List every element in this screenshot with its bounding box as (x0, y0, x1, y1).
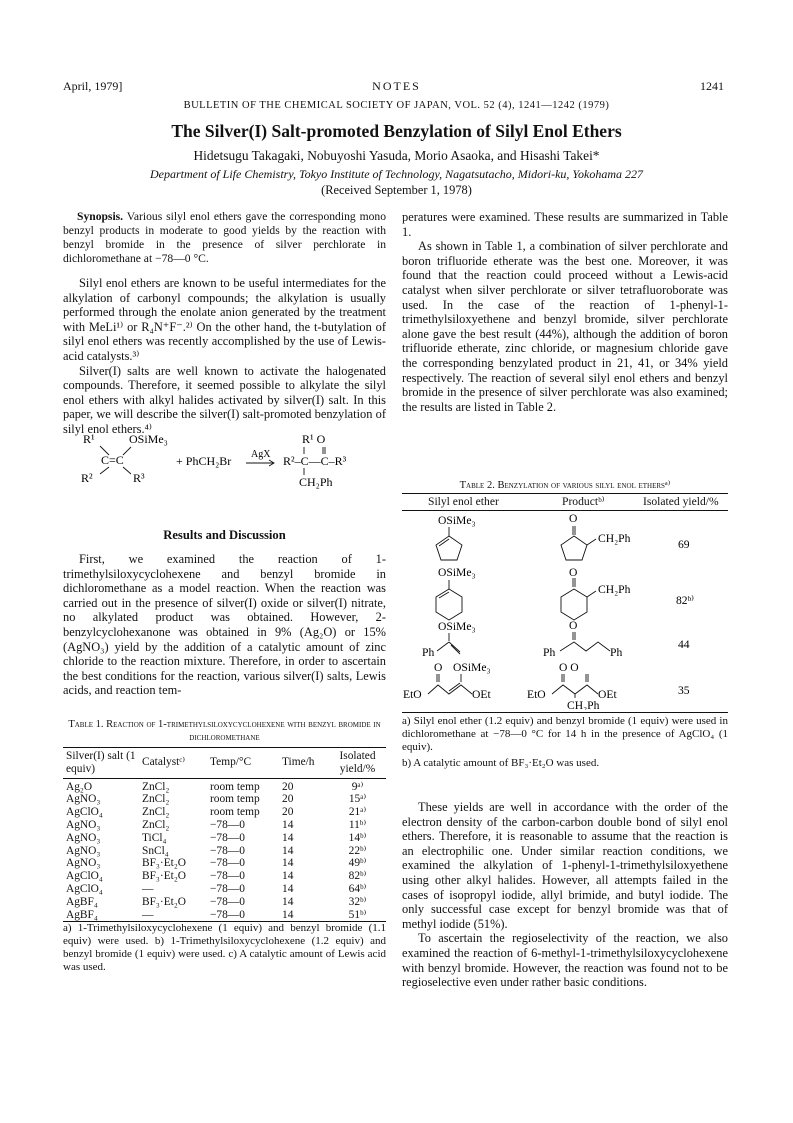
table2-row4-ether-right: OEt (472, 688, 491, 701)
table2-row3-product-ph2: Ph (610, 646, 623, 659)
table2-row4-ether-oxygen: O (434, 661, 443, 674)
table2-row2-product-sub: CH₂Ph (598, 583, 631, 596)
table2-header-product: Productᵇ⁾ (562, 495, 605, 508)
table1-footnote: a) 1-Trimethylsiloxycyclohexene (1 equiv) and benzyl bromide (1.1 equiv) were used. b) 1-Trimethylsiloxycyclohexene (1.2 equiv) and benzyl bromide (1 equiv) were used. c) A catalytic amount of Lewis acid was used. (63, 922, 386, 973)
paper-title: The Silver(I) Salt-promoted Benzylation of Silyl Enol Ethers (171, 121, 622, 141)
table2-row4-product-sub: CH₂Ph (567, 699, 600, 710)
table1-cell-catalyst: BF₃·Et₂O (142, 857, 187, 870)
table1-cell-salt: AgBF₄ (66, 895, 98, 908)
synopsis-text: Various silyl enol ethers gave the corresponding mono benzyl products in moderate to good yields by the reaction with benzyl bromide in the presence of silver perchlorate in dichloromethane at −78—0 °C. (63, 210, 386, 265)
section-heading: Results and Discussion (163, 528, 286, 542)
table1-cell-time: 20 (282, 806, 294, 819)
scheme-r3: R³ (133, 471, 145, 485)
intro-paragraph-2: Silver(I) salts are well known to activate the halogenated compounds. Therefore, it seemed possible to alkylate the silyl enol ethers with alkyl halides activated by silver(I) salt. In this paper, we will describe the silver(I) salt-promoted benzylation of silyl enol ethers.⁴⁾ (63, 363, 386, 436)
table2-row4-yield: 35 (678, 684, 690, 697)
table2-row3-yield: 44 (678, 638, 690, 651)
table1-cell-time: 14 (282, 844, 294, 857)
table1-header-catalyst: Catalystᶜ⁾ (142, 756, 186, 769)
table1-header-temp: Temp/°C (210, 756, 252, 769)
table1-cell-temp: room temp (210, 806, 260, 819)
table1-cell-salt: AgNO₃ (66, 844, 101, 857)
table1-cell-catalyst: SnCl₄ (142, 844, 169, 857)
synopsis (63, 210, 386, 266)
table2-row3-ether-ph: Ph (422, 646, 435, 659)
table1-header-row (63, 748, 386, 779)
received-date: (Received September 1, 1978) (321, 183, 472, 197)
table1-cell-salt: AgNO₃ (66, 831, 101, 844)
table1-body (63, 778, 386, 922)
right-paragraph-1: peratures were examined. These results are summarized in Table 1. (402, 210, 728, 239)
table1-cell-temp: −78—0 (210, 857, 245, 870)
table1-cell-catalyst: BF₃·Et₂O (142, 895, 187, 908)
table1 (63, 747, 386, 922)
table1-cell-temp: −78—0 (210, 818, 245, 831)
table1-cell-time: 14 (282, 818, 294, 831)
results-paragraph-1: First, we examined the reaction of 1-trimethylsiloxycyclohexene and benzyl bromide in dichloromethane as a model reaction. When the reaction was carried out in the presence of silver(I) oxide or silver(I) nitrate, no alkylated product was obtained. However, 2-benzylcyclohexanone was obtained in 9% (Ag₂O) or 15% (AgNO₃) yield by the addition of a catalytic amount of zinc chloride to the reaction mixture. Therefore, in order to ascertain the best conditions for the reaction, various silver(I) salts, Lewis acids, and reaction tem- (63, 552, 386, 698)
table-row (63, 909, 386, 922)
table2-row1-product-sub: CH₂Ph (598, 532, 631, 545)
table1-title: Reaction of 1-trimethylsiloxycyclohexene with benzyl bromide in dichloromethane (106, 719, 381, 743)
table-row (63, 857, 386, 870)
table2-row1-ether: OSiMe₃ (438, 514, 476, 527)
table2-header-ether: Silyl enol ether (428, 495, 499, 508)
table1-header-time: Time/h (282, 756, 315, 769)
table1-cell-yield: 64ᵇ⁾ (348, 882, 367, 895)
table1-cell-temp: −78—0 (210, 908, 245, 921)
table2-row4-product-right: OEt (598, 688, 617, 701)
table1-cell-catalyst: ZnCl₂ (142, 806, 170, 819)
table1-cell-salt: Ag₂O (66, 780, 93, 793)
table2-row1-yield: 69 (678, 538, 690, 551)
right-paragraph-4: To ascertain the regioselectivity of the reaction, we also examined the reaction of 6-methyl-1-trimethylsiloxycyclohexene with benzyl bromide. However, the reaction was found not to be regioselective even under rather basic conditions. (402, 931, 728, 990)
table1-cell-catalyst: ZnCl₂ (142, 780, 170, 793)
table1-cell-time: 20 (282, 793, 294, 806)
journal-line: BULLETIN OF THE CHEMICAL SOCIETY OF JAPAN, VOL. 52 (4), 1241—1242 (1979) (183, 100, 610, 111)
table1-cell-salt: AgBF₄ (66, 908, 98, 921)
table2-row1-product-oxygen: O (569, 512, 578, 525)
running-date: April, 1979] (63, 79, 123, 93)
table-row (63, 883, 386, 896)
table-row (63, 832, 386, 845)
table1-cell-temp: −78—0 (210, 895, 245, 908)
table-row (63, 793, 386, 806)
affiliation: Department of Life Chemistry, Tokyo Institute of Technology, Nagatsutacho, Midori-ku, Yokohama 227 (150, 167, 643, 181)
table1-cell-catalyst: — (142, 908, 154, 921)
table1-cell-salt: AgNO₃ (66, 857, 101, 870)
table1-cell-salt: AgNO₃ (66, 818, 101, 831)
table1-cell-yield: 14ᵇ⁾ (348, 831, 367, 844)
table-row (63, 806, 386, 819)
table2-rule (402, 712, 728, 713)
table1-cell-time: 14 (282, 870, 294, 883)
page-number: 1241 (700, 79, 724, 93)
table1-cell-yield: 9ᵃ⁾ (351, 780, 364, 793)
left-column (63, 210, 386, 437)
table-row (63, 819, 386, 832)
table2-header-row (402, 493, 728, 511)
table2-header-yield: Isolated yield/% (643, 495, 719, 508)
intro-paragraph-1: Silyl enol ethers are known to be useful intermediates for the alkylation of carbonyl compounds; the alkylation is usually performed through the enolate anion generated by the treatment with MeLi¹⁾ or R₄N⁺F⁻.²⁾ On the other hand, the t-butylation of silyl enol ethers was recently accomplished by the use of Lewis-acid catalysts.³⁾ (63, 276, 386, 363)
table2-row2-product-oxygen: O (569, 566, 578, 579)
table1-cell-time: 20 (282, 780, 294, 793)
table1-cell-time: 14 (282, 908, 294, 921)
table1-cell-salt: AgClO₄ (66, 806, 103, 819)
table1-cell-catalyst: ZnCl₂ (142, 793, 170, 806)
table1-cell-temp: room temp (210, 780, 260, 793)
table1-cell-time: 14 (282, 857, 294, 870)
table1-cell-catalyst: — (142, 882, 154, 895)
table-row (63, 896, 386, 909)
scheme-r1: R¹ (83, 432, 95, 446)
table2-label: Table 2. (459, 480, 495, 491)
table1-cell-salt: AgClO₄ (66, 882, 103, 895)
table1-cell-catalyst: TiCl₄ (142, 831, 167, 844)
table1-cell-yield: 11ᵇ⁾ (348, 818, 367, 831)
table1-header-salt: Silver(I) salt (1 equiv) (66, 750, 136, 775)
right-paragraph-3: These yields are well in accordance with the order of the electron density of the carbon-carbon double bond of silyl enol ethers. Therefore, it is reasonable to assume that the reaction is an electrophilic one. Under similar reaction conditions, we examined the alkylation of 1-phenyl-1-trimethylsiloxyethene using other alkyl halides. However, all attempts failed in the cases of isopropyl iodide, allyl brimide, and butyl iodide. The only successful case except for benzyl bromide was that of methyl iodide (51%). (402, 800, 728, 931)
table1-cell-yield: 49ᵇ⁾ (348, 857, 367, 870)
table1-cell-yield: 32ᵇ⁾ (348, 895, 367, 908)
scheme-cc: C=C (101, 453, 124, 467)
table2-footnote-b: b) A catalytic amount of BF₃·Et₂O was used. (402, 757, 600, 769)
table1-cell-salt: AgNO₃ (66, 793, 101, 806)
table2-row2-yield: 82ᵇ⁾ (676, 594, 695, 607)
table1-cell-temp: −78—0 (210, 870, 245, 883)
table1-cell-temp: −78—0 (210, 882, 245, 895)
table-row (63, 870, 386, 883)
table1-cell-yield: 51ᵇ⁾ (348, 908, 367, 921)
table-row (63, 778, 386, 793)
table1-header-yield: Isolated yield/% (339, 750, 376, 775)
table2-structures (402, 510, 728, 710)
table2-caption (402, 479, 728, 491)
table2-row2-ether: OSiMe₃ (438, 566, 476, 579)
table2-row3-product-oxygen: O (569, 619, 578, 632)
table1-cell-time: 14 (282, 831, 294, 844)
scheme-catalyst: AgX (251, 449, 271, 460)
table1-cell-yield: 21ᵃ⁾ (348, 806, 367, 819)
table2-row4-ether-left: EtO (403, 688, 422, 701)
authors: Hidetsugu Takagaki, Nobuyoshi Yasuda, Morio Asaoka, and Hisashi Takei* (193, 148, 600, 163)
table2-row3-product-ph1: Ph (543, 646, 556, 659)
table1-cell-yield: 22ᵇ⁾ (348, 844, 367, 857)
table1-cell-temp: room temp (210, 793, 260, 806)
table1-cell-temp: −78—0 (210, 831, 245, 844)
results-text (63, 552, 386, 698)
table1-cell-catalyst: ZnCl₂ (142, 818, 170, 831)
table2-row4-product-left: EtO (527, 688, 546, 701)
scheme-reagent: + PhCH₂Br (176, 454, 232, 468)
scheme-osime3: OSiMe₃ (129, 432, 168, 446)
scheme-product-top: R¹ O (302, 432, 326, 446)
table1-cell-catalyst: BF₃·Et₂O (142, 870, 187, 883)
table1-cell-time: 14 (282, 895, 294, 908)
scheme-r2: R² (81, 471, 93, 485)
right-column-bottom (402, 800, 728, 990)
scheme-product-main: R²–C—C–R³ (283, 454, 347, 468)
table1-cell-temp: −78—0 (210, 844, 245, 857)
table2-footnote-a: a) Silyl enol ether (1.2 equiv) and benzyl bromide (1 equiv) were used in dichloromethane at −78—0 °C for 14 h in the presence of AgClO₄ (1 equiv). (402, 715, 728, 753)
table1-cell-salt: AgClO₄ (66, 870, 103, 883)
table2-row4-product-oxygen: O O (559, 661, 579, 674)
table2-row4-ether: OSiMe₃ (453, 661, 491, 674)
reaction-scheme (63, 428, 386, 510)
table1-cell-yield: 15ᵃ⁾ (348, 793, 367, 806)
table1-label: Table 1. (68, 719, 104, 730)
synopsis-label: Synopsis. (77, 210, 124, 223)
right-paragraph-2: As shown in Table 1, a combination of silver perchlorate and boron trifluoride etherate was the best one. Moreover, it was found that the reaction could proceed without a Lewis-acid catalyst when silver perchlorate or silver tetrafluoroborate was used. In the case of the reaction of 1-phenyl-1-trimethylsiloxyethene and benzyl bromide, silver perchlorate alone gave the best result (44%), although the addition of boron trifluoride etherate, zinc chloride, or magnesium chloride gave the corresponding benzylated product in 21, 41, or 34% yield respectively. The reaction of several silyl enol ethers and benzyl bromide in the presence of silver perchlorate was also examined; the results are listed in Table 2. (402, 239, 728, 414)
table-row (63, 845, 386, 858)
table2-row3-ether: OSiMe₃ (438, 620, 476, 633)
right-column-top (402, 210, 728, 414)
table1-cell-time: 14 (282, 882, 294, 895)
scheme-product-bottom: CH₂Ph (299, 475, 333, 489)
table1-cell-yield: 82ᵇ⁾ (348, 870, 367, 883)
table2-title: Benzylation of various silyl enol ethersᵃ⁾ (497, 480, 671, 491)
table1-caption (63, 718, 386, 744)
running-section: NOTES (372, 79, 421, 93)
